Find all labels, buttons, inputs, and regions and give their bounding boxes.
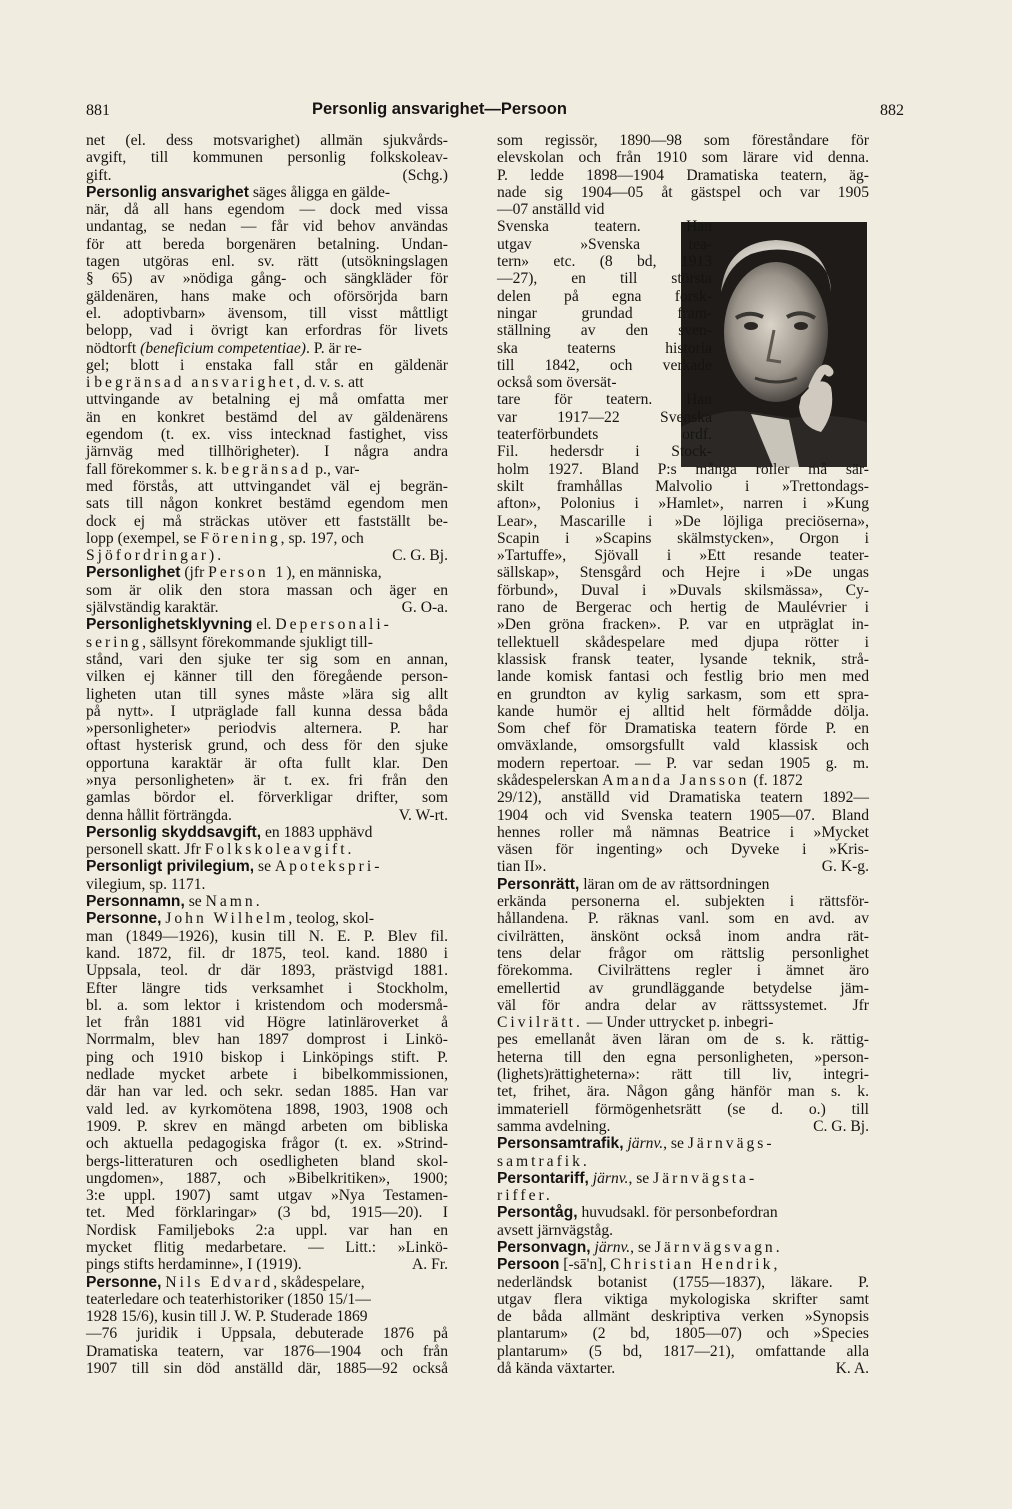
text-line: tellektuell skådespelare med djupa rötter i <box>497 633 869 651</box>
text-line: stånd, vari den sjuke ter sig som en annan, <box>86 650 448 668</box>
text-line: med förstås, att uttvingandet väl ej begrän- <box>86 477 448 495</box>
text-line: P. ledde 1898—1904 Dramatiska teatern, äg- <box>497 166 869 184</box>
text-line: avgift, till kommunen personlig folkskoleav- <box>86 149 448 167</box>
entry-headword: Personlig ansvarighet <box>86 183 249 201</box>
text-line: sats till någon konkret bestämd egendom men <box>86 495 448 513</box>
right-column <box>497 132 869 1377</box>
text-line: Civilrätt. — Under uttrycket p. inbegri- <box>497 1014 774 1032</box>
text-line: avsett järnvägståg. <box>497 1221 614 1239</box>
text-line: ställning av den sven- <box>497 322 712 340</box>
text-line: plantarum» (2 bd, 1805—07) och »Species <box>497 1325 869 1343</box>
text-line: 1909. P. skrev en mängd arbeten om bibliska <box>86 1117 448 1135</box>
text-line: uttvingande av betalning ej må omfatta mer <box>86 391 448 409</box>
text-line: tern» etc. (8 bd, 1913 <box>497 253 712 271</box>
text-line: dock ej må sträckas utöver ett fastställt be- <box>86 512 448 530</box>
text-line: 1928 15/6), kusin till J. W. P. Studerade 1869 <box>86 1308 368 1326</box>
text-line: ping och 1910 biskop i Linköpings stift. P. <box>86 1048 448 1066</box>
entry-headword: Personlighet <box>86 564 181 582</box>
text-line: 29/12), anställd vid Dramatiska teatern 1892— <box>497 789 869 807</box>
text-line: ligheten utan till synes måste »lära sig allt <box>86 685 448 703</box>
text-line: belopp, vad i övrigt kan erfordras för livets <box>86 322 448 340</box>
text-line: kande humör ej alltid helt förmådde dölja. <box>497 702 869 720</box>
entry-personne-john: Personne, John Wilhelm, teolog, skol- <box>86 910 375 928</box>
entry-headword: Personsamtrafik, <box>497 1135 624 1153</box>
text-line: civilrätten, änskönt också inom andra rät- <box>497 927 869 945</box>
text-line: gift. (Schg.) <box>86 166 448 184</box>
text-line: riffer. <box>497 1187 553 1205</box>
text-line: erkända personerna el. subjekten i rättsför- <box>497 893 869 911</box>
text-line: omväxlande, omsorgsfullt vald klassisk och <box>497 737 869 755</box>
text-line: immateriell förmögenhetsrätt (se d. o.) till <box>497 1100 869 1118</box>
text-line: Som chef för Dramatiska teatern förde P. en <box>497 720 869 738</box>
entry-headword: Personlighetsklyvning <box>86 616 253 634</box>
text-line: vilken ej känner till den föregående person- <box>86 668 448 686</box>
text-line: opportuna karaktär är ofta fullt klar. Den <box>86 754 448 772</box>
page-number-right: 882 <box>880 102 904 119</box>
text-line: självständig karaktär. G. O-a. <box>86 599 448 617</box>
text-line: var 1917—22 Svenska <box>497 408 712 426</box>
text-line: utgav »Svenska tea- <box>497 235 712 253</box>
text-line: egendom (t. ex. viss intecknad fastighet, viss <box>86 426 448 444</box>
text-line: mycket flitig medarbetare. — Litt.: »Linkö- <box>86 1239 448 1256</box>
entry-personligt-privilegium: Personligt privilegium, se Apotekspri- <box>86 858 383 876</box>
text-line: sering, sällsynt förekommande sjukligt till- <box>86 633 373 651</box>
text-line: väsen för ingenting» och Dyveke i »Kris- <box>497 841 869 859</box>
entry-personlighetsklyvning: Personlighetsklyvning el. Depersonali- <box>86 616 392 634</box>
text-line: denna hållit förträngda. V. W-rt. <box>86 806 448 824</box>
text-line: Fil. hedersdr i Stock- <box>497 443 712 461</box>
entry-personne-nils: Personne, Nils Edvard, skådespelare, <box>86 1273 365 1291</box>
entry-personvagn: Personvagn, järnv., se Järnvägsvagn. <box>497 1239 783 1256</box>
text-line: än en konkret bestämd del av gäldenärens <box>86 408 448 426</box>
text-line: Norrmalm, blev han 1897 domprost i Linkö- <box>86 1031 448 1049</box>
entry-headword: Personne, <box>86 1273 162 1291</box>
text-line: Efter längre tids verksamhet i Stockholm, <box>86 979 448 997</box>
signature: K. A. <box>835 1360 869 1378</box>
text-line: tet, frihet, ära. Någon gång hänför man s. k. <box>497 1083 869 1101</box>
text-line: nedlade mycket arbete i bibelkommissionen, <box>86 1066 448 1084</box>
text-line: Scapin i »Scapins skälmstycken», Orgon i <box>497 529 869 547</box>
running-title: Personlig ansvarighet—Persoon <box>312 100 567 118</box>
entry-headword: Personnamn, <box>86 893 185 911</box>
signature: (Schg.) <box>402 166 448 184</box>
text-line: Dramatiska teatern, var 1876—1904 och från <box>86 1342 448 1360</box>
entry-headword: Personne, <box>86 910 162 928</box>
text-line: »personligheter» periodvis alternera. P. har <box>86 720 448 738</box>
text-line: på nytt». I utpräglade fall kunna dessa båda <box>86 702 448 720</box>
text-line: Lear», Mascarille i »De löjliga preciöserna», <box>497 512 869 530</box>
text-line: utgav flera viktiga mykologiska skrifter samt <box>497 1290 869 1308</box>
text-line: klassisk fransk teater, lysande teknik, strå- <box>497 650 869 668</box>
entry-headword: Persontariff, <box>497 1169 589 1187</box>
text-line: sällskap», Stensgård och Hejre i »De ungas <box>497 564 869 582</box>
text-line: gel; blott i enstaka fall står en gäldenär <box>86 356 448 374</box>
entry-persontag: Persontåg, huvudsakl. för personbefordran <box>497 1204 778 1222</box>
text-line: elevskolan och från 1910 som lärare vid denna. <box>497 149 869 167</box>
entry-headword: Personligt privilegium, <box>86 858 255 876</box>
text-line: »Tartuffe», Sjövall i »Ett resande teater- <box>497 547 869 565</box>
text-line: Nordisk Familjeboks 2:a uppl. var han en <box>86 1221 448 1239</box>
text-line: Svenska teatern. Han <box>497 218 712 236</box>
text-line: i begränsad ansvarighet, d. v. s. att <box>86 374 364 392</box>
entry-personlighet: Personlighet (jfr Person 1), en människa, <box>86 564 382 582</box>
text-line: förbund», Duval i »Duvals skilsmässa», Cy- <box>497 581 869 599</box>
text-line: »Den gröna fracken». P. var en utpräglat in- <box>497 616 869 634</box>
signature: C. G. Bj. <box>392 547 448 565</box>
entry-headword: Persontåg, <box>497 1204 578 1222</box>
signature: A. Fr. <box>412 1256 448 1274</box>
text-line: plantarum» (5 bd, 1817—21), omfattande alla <box>497 1342 869 1360</box>
text-line: ningar grundad fram- <box>497 304 712 322</box>
text-line: heterna till den egna personligheten, »person- <box>497 1048 869 1066</box>
entry-headword: Personlig skyddsavgift, <box>86 823 262 841</box>
text-line: let från 1881 vid Högre latinläroverket å <box>86 1014 448 1032</box>
text-line: och aktuella pedagogiska frågor (t. ex. »Strind- <box>86 1135 448 1153</box>
entry-headword: Personrätt, <box>497 875 580 893</box>
text-line: de båda allmänt deskriptiva verken »Synopsis <box>497 1308 869 1326</box>
text-line: vilegium, sp. 1171. <box>86 875 206 893</box>
text-line: nederländsk botanist (1755—1837), läkare. P. <box>497 1273 869 1291</box>
text-line: —76 juridik i Uppsala, debuterade 1876 på <box>86 1325 448 1343</box>
text-line: holm 1927. Bland P:s många roller må sär- <box>497 460 869 478</box>
entry-personlig-ansvarighet: Personlig ansvarighet säges åligga en gälde- <box>86 183 391 201</box>
text-line: net (el. dess motsvarighet) allmän sjukvårds- <box>86 132 448 149</box>
text-line: —27), en till största <box>497 270 712 288</box>
text-line: emellertid av grundläggande betydelse jäm- <box>497 979 869 997</box>
text-line: personell skatt. Jfr Folkskoleavgift. <box>86 841 355 859</box>
text-line: kand. 1872, fil. dr 1875, teol. kand. 1880 i <box>86 944 448 962</box>
text-line: fall förekommer s. k. begränsad p., var- <box>86 460 360 478</box>
entry-persontariff: Persontariff, järnv., se Järnvägsta- <box>497 1169 758 1187</box>
text-line: 1904 och vid Svenska teatern 1905—07. Bland <box>497 806 869 824</box>
text-line: för att bereda borgenären betalning. Undan- <box>86 235 448 253</box>
text-line: då kända växtarter. K. A. <box>497 1360 869 1378</box>
text-line: som är olik den stora massan och äger en <box>86 581 448 599</box>
text-line: skilt framhållas Malvolio i »Trettondags- <box>497 477 869 495</box>
text-line: Uppsala, teol. dr där 1893, prästvigd 1881. <box>86 962 448 980</box>
text-line: delen på egna forsk- <box>497 287 712 305</box>
signature: G. O-a. <box>401 599 448 617</box>
text-line: gäldenären, hans make och oförsörjda barn <box>86 287 448 305</box>
text-line: nödtorft (beneficium competentiae). P. är re- <box>86 339 362 357</box>
text-line: teaterförbundets ordf. <box>497 426 712 444</box>
entry-persoon: Persoon [-sā'n], Christian Hendrik, <box>497 1256 778 1274</box>
text-line: undantag, se nedan — får vid behov användas <box>86 218 448 236</box>
text-line: en grundton av kylig sarkasm, som ett spra- <box>497 685 869 703</box>
text-line: § 65) av »nödiga gång- och sängkläder för <box>86 270 448 288</box>
text-line: tet. Med förklaringar» (3 bd, 1915—20). I <box>86 1204 448 1222</box>
text-line: samma avdelning. C. G. Bj. <box>497 1117 869 1135</box>
text-line: lande komisk fantasi och festlig brio men med <box>497 668 869 686</box>
entry-headword: Persoon <box>497 1256 560 1274</box>
text-line: förekomma. Civilrättens regler i ämnet äro <box>497 962 869 980</box>
entry-personnamn: Personnamn, se Namn. <box>86 893 263 911</box>
signature: C. G. Bj. <box>813 1117 869 1135</box>
text-line: teaterledare och teaterhistoriker (1850 15/1— <box>86 1290 371 1308</box>
text-line: gamlas bördor el. förverkligar drifter, som <box>86 789 448 807</box>
text-line: —07 anställd vid <box>497 201 605 219</box>
running-header <box>0 100 1012 126</box>
signature: G. K-g. <box>821 858 869 876</box>
text-line: som regissör, 1890—98 som föreståndare för <box>497 132 869 149</box>
text-line: afton», Polonius i »Hamlet», narren i »Kung <box>497 495 869 513</box>
text-line: pes emellanåt även läran om de s. k. rättig- <box>497 1031 869 1049</box>
text-line: 1907 till sin död anställd där, 1885—92 också <box>86 1360 448 1378</box>
entry-headword: Personvagn, <box>497 1239 591 1256</box>
text-line: också som översät- <box>497 374 617 392</box>
text-line: där han var led. och sekr. sedan 1885. Han var <box>86 1083 448 1101</box>
text-line: »nya personligheten» är t. ex. fri från den <box>86 771 448 789</box>
text-line: järnväg med tillhörigheter). I några andra <box>86 443 448 461</box>
text-line: skådespelerskan Amanda Jansson (f. 1872 <box>497 771 803 789</box>
text-line: oftast hysterisk grund, och dess för den sjuke <box>86 737 448 755</box>
text-line: hennes roller må nämnas Beatrice i »Mycket <box>497 823 869 841</box>
text-line: 3:e uppl. 1907) samt utgav »Nya Testamen- <box>86 1187 448 1205</box>
entry-personratt: Personrätt, läran om de av rättsordningen <box>497 875 770 893</box>
text-line: samtrafik. <box>497 1152 590 1170</box>
text-line: man (1849—1926), kusin till N. E. P. Blev fil. <box>86 927 448 945</box>
text-line: tens delar frågor om rättslig personlighet <box>497 944 869 962</box>
text-line: hållandena. P. räknas vanl. som en avd. av <box>497 910 869 928</box>
text-line: bergs-litteraturen och osedligheten bland skol- <box>86 1152 448 1170</box>
text-line: tian II». G. K-g. <box>497 858 869 876</box>
page-number-left: 881 <box>86 102 110 119</box>
text-line: el. adoptivbarn» ävensom, till visst måttligt <box>86 304 448 322</box>
text-line: modern repertoar. — P. var sedan 1905 g. m. <box>497 754 869 772</box>
text-line: lopp (exempel, se Förening, sp. 197, och <box>86 529 364 547</box>
left-column <box>86 132 448 1377</box>
text-line: nade sig 1904—05 åt gästspel och var 1905 <box>497 183 869 201</box>
text-line: Sjöfordringar). C. G. Bj. <box>86 547 448 565</box>
text-line: rano de Bergerac och hertig de Maulévrier i <box>497 599 869 617</box>
text-line: ska teaterns historia <box>497 339 712 357</box>
text-line: pings stifts herdaminne», I (1919). A. Fr. <box>86 1256 448 1274</box>
text-line: ungdomen», 1887, och »Bibelkritiken», 1900; <box>86 1169 448 1187</box>
text-line: när, då all hans egendom — dock med vissa <box>86 201 448 219</box>
text-line: (lighets)rättigheterna»: rätt till liv, integri- <box>497 1066 869 1084</box>
text-line: till 1842, och verkade <box>497 356 712 374</box>
text-line: vald led. av kyrkomötena 1898, 1903, 1908 och <box>86 1100 448 1118</box>
signature: V. W-rt. <box>398 806 448 824</box>
text-line: tagen utgöras enl. sv. rätt (utsökningslagen <box>86 253 448 271</box>
text-line: väl för andra delar av rättssystemet. Jfr <box>497 996 869 1014</box>
entry-personlig-skyddsavgift: Personlig skyddsavgift, en 1883 upphävd <box>86 823 373 841</box>
entry-personsamtrafik: Personsamtrafik, järnv., se Järnvägs- <box>497 1135 775 1153</box>
text-line: tare för teatern. Han <box>497 391 712 409</box>
text-line: bl. a. som lektor i kristendom och modersmå- <box>86 996 448 1014</box>
